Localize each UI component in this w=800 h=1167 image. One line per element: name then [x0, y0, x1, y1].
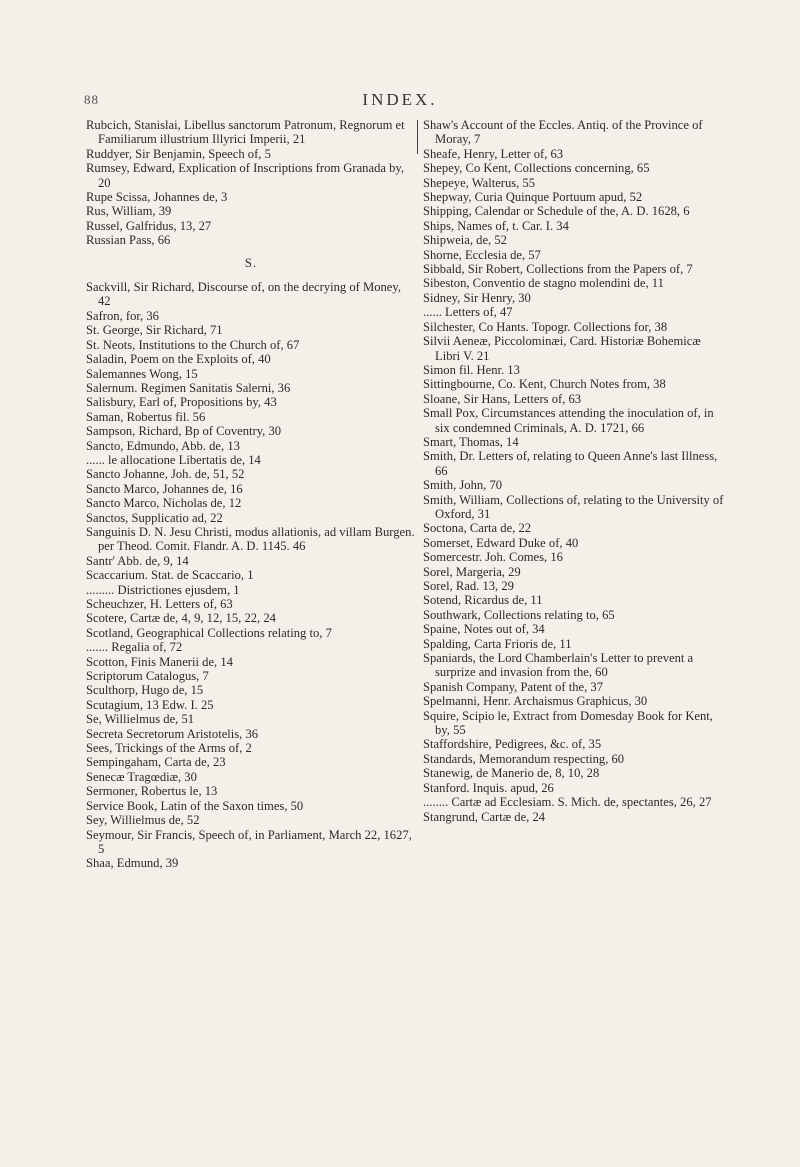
index-entry: Sheafe, Henry, Letter of, 63 — [423, 146, 564, 161]
left-column — [86, 118, 416, 871]
index-entry: Spalding, Carta Frioris de, 11 — [423, 636, 572, 651]
index-entry: ......... Districtiones ejusdem, 1 — [86, 582, 240, 597]
index-entry: Sancto Johanne, Joh. de, 51, 52 — [86, 467, 245, 482]
index-entry: Rubcich, Stanislai, Libellus sanctorum Patronum, Regnorum et Familiarum illustrium Illyrici Imperii, 21 — [86, 118, 405, 147]
index-entry: Santr' Abb. de, 9, 14 — [86, 553, 189, 568]
index-entry: Sermoner, Robertus le, 13 — [86, 784, 218, 799]
index-entry: Rus, William, 39 — [86, 204, 172, 219]
index-entry: Shepeye, Walterus, 55 — [423, 175, 536, 190]
index-entry: Salisbury, Earl of, Propositions by, 43 — [86, 395, 277, 410]
index-entry: Silvii Aeneæ, Piccolominæi, Card. Historiæ Bohemicæ Libri V. 21 — [423, 334, 701, 363]
section-letter-heading: S. — [244, 255, 258, 270]
index-entry: Shaa, Edmund, 39 — [86, 856, 179, 871]
index-entry: Spaine, Notes out of, 34 — [423, 622, 545, 637]
index-entry: Sanctos, Supplicatio ad, 22 — [86, 510, 223, 525]
index-entry: Shepway, Curia Quinque Portuum apud, 52 — [423, 190, 643, 205]
running-title: INDEX. — [362, 90, 438, 109]
index-entry: ...... Letters of, 47 — [423, 305, 513, 320]
index-entry: Service Book, Latin of the Saxon times, 50 — [86, 798, 304, 813]
index-entry: Scotland, Geographical Collections relating to, 7 — [86, 625, 332, 640]
index-entry: Sancto, Edmundo, Abb. de, 13 — [86, 438, 240, 453]
index-entry: Sancto Marco, Johannes de, 16 — [86, 481, 243, 496]
index-entry: Scutagium, 13 Edw. I. 25 — [86, 697, 214, 712]
index-entry: ...... le allocatione Libertatis de, 14 — [86, 452, 261, 467]
index-entry: St. George, Sir Richard, 71 — [86, 323, 223, 338]
index-entry: Russel, Galfridus, 13, 27 — [86, 218, 212, 233]
index-entry: Rupe Scissa, Johannes de, 3 — [86, 190, 228, 205]
index-entry: ........ Cartæ ad Ecclesiam. S. Mich. de, spectantes, 26, 27 — [423, 795, 712, 810]
index-entry: Salemannes Wong, 15 — [86, 366, 198, 381]
index-entry: Smart, Thomas, 14 — [423, 434, 519, 449]
index-entry: Sackvill, Sir Richard, Discourse of, on the decrying of Money, 42 — [86, 280, 402, 309]
index-entry: Ships, Names of, t. Car. I. 34 — [423, 218, 569, 233]
index-entry: Sibbald, Sir Robert, Collections from the Papers of, 7 — [423, 262, 693, 277]
index-entry: Scheuchzer, H. Letters of, 63 — [86, 597, 233, 611]
index-entry: Stanford. Inquis. apud, 26 — [423, 780, 554, 795]
index-entry: Spaniards, the Lord Chamberlain's Letter to prevent a surprize and invasion from the, 60 — [423, 651, 694, 680]
index-entry: Smith, Dr. Letters of, relating to Queen Anne's last Illness, 66 — [423, 449, 718, 478]
index-entry: Simon fil. Henr. 13 — [423, 362, 520, 377]
index-entry: Staffordshire, Pedigrees, &c. of, 35 — [423, 737, 602, 752]
index-entry: Senecæ Tragœdiæ, 30 — [86, 769, 197, 784]
index-entry: Shorne, Ecclesia de, 57 — [423, 247, 541, 262]
index-entry: Stangrund, Cartæ de, 24 — [423, 809, 546, 824]
index-entry: Spanish Company, Patent of the, 37 — [423, 679, 604, 694]
index-entry: Small Pox, Circumstances attending the inoculation of, in six condemned Criminals, A. D. 1721, 66 — [423, 406, 714, 435]
index-entry: Sorel, Margeria, 29 — [423, 564, 521, 579]
index-entry: Standards, Memorandum respecting, 60 — [423, 751, 625, 766]
index-entry: Shipweia, de, 52 — [423, 233, 507, 248]
index-entry: Se, Willielmus de, 51 — [86, 712, 195, 727]
index-entry: Russian Pass, 66 — [86, 233, 171, 248]
index-entry: Scotere, Cartæ de, 4, 9, 12, 15, 22, 24 — [86, 611, 276, 626]
index-entry: Secreta Secretorum Aristotelis, 36 — [86, 726, 259, 741]
column-divider — [417, 120, 418, 154]
index-entry: Spelmanni, Henr. Archaismus Graphicus, 30 — [423, 694, 648, 709]
index-entry: Sey, Willielmus de, 52 — [86, 813, 200, 828]
index-entry: ....... Regalia of, 72 — [86, 640, 183, 655]
index-entry: Smith, John, 70 — [423, 478, 503, 493]
index-entry: Safron, for, 36 — [86, 308, 159, 323]
index-entry: Soctona, Carta de, 22 — [423, 521, 532, 536]
index-entry: Scaccarium. Stat. de Scaccario, 1 — [86, 568, 254, 583]
index-entry: Squire, Scipio le, Extract from Domesday Book for Kent, by, 55 — [423, 708, 713, 738]
index-entry: Sculthorp, Hugo de, 15 — [86, 683, 204, 698]
index-entry: Smith, William, Collections of, relating to the University of Oxford, 31 — [423, 492, 724, 521]
index-entry: Rumsey, Edward, Explication of Inscriptions from Granada by, 20 — [86, 161, 405, 190]
index-entry: Sancto Marco, Nicholas de, 12 — [86, 496, 242, 511]
index-entry: Sittingbourne, Co. Kent, Church Notes from, 38 — [423, 377, 666, 392]
index-entry: Salernum. Regimen Sanitatis Salerni, 36 — [86, 380, 291, 395]
index-entry: Sanguinis D. N. Jesu Christi, modus allationis, ad villam Burgen. per Theod. Comit. Flandr. A. D. 1145. 46 — [86, 524, 415, 554]
index-entry: Scriptorum Catalogus, 7 — [86, 669, 209, 684]
index-entry: St. Neots, Institutions to the Church of, 67 — [86, 337, 300, 352]
index-entry: Silchester, Co Hants. Topogr. Collections for, 38 — [423, 319, 668, 334]
index-entry: Shepey, Co Kent, Collections concerning, 65 — [423, 161, 650, 176]
index-entry: Sibeston, Conventio de stagno molendini de, 11 — [423, 276, 664, 291]
index-entry: Sampson, Richard, Bp of Coventry, 30 — [86, 424, 282, 439]
index-entry: Saladin, Poem on the Exploits of, 40 — [86, 352, 271, 367]
index-entry: Sloane, Sir Hans, Letters of, 63 — [423, 391, 582, 406]
index-entry: Saman, Robertus fil. 56 — [86, 409, 206, 424]
index-entry: Sotend, Ricardus de, 11 — [423, 593, 543, 608]
right-column — [423, 118, 727, 824]
index-entry: Southwark, Collections relating to, 65 — [423, 607, 615, 622]
index-entry: Somercestr. Joh. Comes, 16 — [423, 550, 563, 565]
index-entry: Seymour, Sir Francis, Speech of, in Parliament, March 22, 1627, 5 — [86, 827, 412, 856]
index-entry: Shipping, Calendar or Schedule of the, A. D. 1628, 6 — [423, 204, 690, 219]
index-entry: Sidney, Sir Henry, 30 — [423, 290, 531, 305]
index-entry: Sorel, Rad. 13, 29 — [423, 579, 514, 593]
index-entry: Sempingaham, Carta de, 23 — [86, 755, 226, 770]
index-entry: Stanewig, de Manerio de, 8, 10, 28 — [423, 766, 600, 781]
index-entry: Scotton, Finis Manerii de, 14 — [86, 654, 233, 669]
index-entry: Sees, Trickings of the Arms of, 2 — [86, 741, 252, 756]
index-entry: Somerset, Edward Duke of, 40 — [423, 535, 579, 550]
index-entry: Ruddyer, Sir Benjamin, Speech of, 5 — [86, 146, 271, 161]
page-number: 88 — [84, 92, 99, 107]
index-entry: Shaw's Account of the Eccles. Antiq. of the Province of Moray, 7 — [423, 118, 703, 147]
